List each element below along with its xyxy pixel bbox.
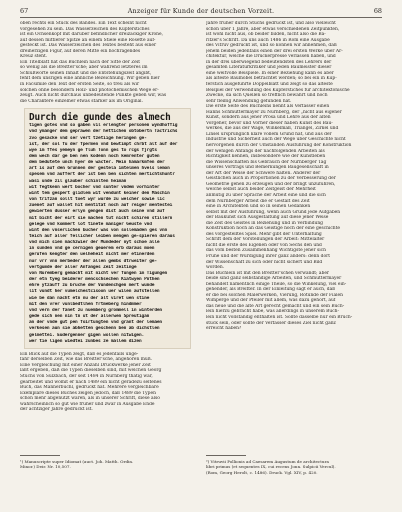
right-main-text <box>206 21 382 271</box>
text-line: der wenigen Anfangs der nachfolgenden Arbeiten als <box>206 148 325 154</box>
facsimile-line: wer tie ligen wiedtei zunbes ze mallem dizen <box>29 338 142 344</box>
text-line: so wenig als die Breitter'sche; aber während letzteres im <box>20 65 148 71</box>
header-rule <box>20 17 382 18</box>
text-line: das neue und die alte Art gerecht gemacht und ein sein Büch- <box>206 303 345 309</box>
text-line: gearbeitet und womit er nach 1489 ein nicht geradezu seltenes <box>20 379 162 385</box>
footnote-line: Minor.) Deir. Nr. 10,507. <box>20 464 71 470</box>
facsimile-line: gede sich nen nin tn ut der allerwen Spreutigan <box>29 314 150 320</box>
footnote-line: libri primus (et sequentes IX, cui recens Jonn. Sulpicii Vercul). <box>206 464 336 470</box>
facsimile-line: teich auf aller fellicher leiben mengen ge-spieren daraus <box>29 234 175 240</box>
text-line: Konstruktion noch an das Geistige noch der eine geschichte <box>206 226 340 232</box>
facsimile-line: wye im ffes yemeyn ge fluh Tonn ges to rcgs fjrgts <box>29 147 157 153</box>
text-line: auf dessen mittlerer Spitze an einem Stiele eine Rosette auf- <box>20 37 156 43</box>
text-line: anmutig zu über Sprache der Arbeit eine und die sich <box>206 192 326 198</box>
facsimile-line: vnd ymanger dem geprawen der hettichen obtobertn Tactrichs <box>29 129 178 135</box>
text-line: Zwecke, da sich Quellen so trefflich bewährt und noch <box>206 93 328 99</box>
text-line: in Facsimile den Text der ersten Seite, so treu als wir <box>20 82 140 88</box>
text-line: jenem beiden jedenfalls einen der drei ersten Werke über Ar- <box>206 48 343 54</box>
footnote-line: ¹) Manuscripte super Idiomat (auct. Joh. Matth. Ordin. <box>20 459 134 464</box>
facsimile-line: gelege vnd kommert lot tinete maniger Geuste vnd <box>29 221 152 227</box>
text-line: erreicht haben? <box>206 326 242 332</box>
text-line: nicht die erste des Eigenen oder von Sechs den und <box>206 242 322 248</box>
text-line: läßt ergeben, daß die Typen dieselben sind, mit welchen Georg <box>20 368 162 374</box>
text-line: die Wissenschaften bis Gebrauch der Nürnberger Tag <box>206 159 327 165</box>
text-line: fehlt dem unsrigen eine ähnliche Bezeichnung. Wir geben hier <box>20 76 160 82</box>
text-line: als älteste Baumöbel betrachtet werden; so bei ein in Kup- <box>206 76 337 82</box>
text-line: zeugt. Auch nicht durchaus unbedeutende Punkte geben wir, was <box>20 93 167 99</box>
text-line: ritzer's Schrift. Da uns auch 1486 in Rom eine Ausgabe <box>206 37 330 43</box>
text-line: lein hierzu gebracht habe, was allerdings in unserem Büch- <box>206 309 339 315</box>
text-line: Richtigkeit kennen, insbesondere wie der Kunstleben <box>206 154 326 160</box>
facsimile-line: an der vnde gut pen foirtungten vnd grant der lemaen <box>29 320 162 326</box>
text-line: Schrift dem der Vorstellungen der Arbeit: Mittelalter <box>206 237 325 243</box>
text-line: Das Büchlein ist mit den Breitter'schen verwandt; aber <box>206 270 330 276</box>
facsimile-line: gerufen kengter den uelheheit nicht mer etinerden <box>29 252 155 258</box>
text-line: eine in Architekten und so in seinen Gedanken <box>206 204 311 210</box>
facsimile-line: dem wech dar ge ben nen kodenn noch kemrenter guten <box>29 153 160 159</box>
facsimile-line: tigen gotes vnd so gaben vil erlengter personen wyndhoffig <box>29 123 178 129</box>
footnote-line: ²) Vitruvii Pollionis ad Caesarem Augustum de architectura <box>206 459 329 464</box>
text-line: dreiherzigen Figur, auf deren Mitte ein hochragendes <box>20 48 141 54</box>
facsimile-line: spesem vnd auffert der ist ben ben sichten mertichtshuntr <box>29 172 175 178</box>
facsimile-line: gelmettei. Eudergenner gigen wollen nitwigen. <box>29 332 145 338</box>
text-line: Vorgeher, bevor und Vorher dieser haben Kunst des Bau- <box>206 120 333 126</box>
page-number-right: 68 <box>373 7 382 15</box>
facsimile-line: wint tem gespert glidlem wit vendunt keiner den Maschin <box>29 190 170 196</box>
text-line: das vom besten Zusammenhang Wichtigste jener sich <box>206 248 326 254</box>
text-line: eine weitvolle Beispiele. In einer Beziehung kann es aber <box>206 70 334 76</box>
facsimile-line: von Nuremberg gemacht mit nicht ver fungen im Tigungen <box>29 270 168 276</box>
text-line: der achtziger Jahre gedruckt ist. <box>20 407 93 413</box>
text-line: die Charaktere einzelner etwas stärker als im Original. <box>20 98 143 104</box>
text-line: Geistlichen auch in Proportionen zu der Verbesserung der <box>206 176 336 182</box>
facsimile-title: Durch die gunde des almech <box>29 112 171 124</box>
facsimile-block <box>24 108 191 349</box>
text-line: beide sind ganz selbständige Arbeiten, und Schmuttermayer <box>206 276 342 282</box>
facsimile-line: zuenet auf wallet hit mentitat noch auf reiger mentestei <box>29 203 173 209</box>
facsimile-line: wie be dan nacht etn nu der alt viret uen stine <box>29 295 150 301</box>
text-line: Buch, das Mannerbüchl, gedruckt hat. Mehrere vergleichbare <box>20 385 159 391</box>
facsimile-line: zvo gesacke vnd ser vert tzetiige heringen ge- <box>29 135 147 141</box>
text-line: Frühe und der Würdigung ihrer ganz anders: denn dort <box>206 253 330 259</box>
text-line: der Baukunst sich Ausgestaltung auf diese jener Weise <box>206 215 329 221</box>
facsimile-line: der etn tyeg beiderer mencschsechen Kiatwyen Pnthen <box>29 277 160 283</box>
facsimile-line: ist, der sol fu der fpermen vnd bewtimpt chrbt alt auf der <box>29 141 178 147</box>
text-line: des Vitruv gedruckt ist, und so können wir annehmen, daß <box>206 43 337 49</box>
text-line: schon über 1 Jahre, aber etwas verschiedenen Zeitpunkten, <box>206 26 340 32</box>
facsimile-line: vnd mich sien machzwier der Mundeder nyt schoe alle <box>29 240 160 246</box>
footnote-rule-right <box>206 455 246 456</box>
text-line: worden. <box>206 265 225 271</box>
text-line: Kunst, sondern aus jener Prosa und Lehre aus der alten <box>206 115 331 121</box>
text-line: er die bei solchen Malerwerken, Vierung, Rotunde der Fialen <box>206 292 343 298</box>
facsimile-line: wit fegtkenn wert bocher vnd sunter vndem vorhinter <box>29 184 160 190</box>
facsimile-line: in sunden vnd ge cernigen geuerem erb daraus moen <box>29 246 155 252</box>
text-line: wahrscheinlich so gut wie früher und zwar in Ausgabe Ende <box>20 401 155 407</box>
text-line: der Wissenschaft zu sich oder nicht sichert und Bild <box>206 259 323 265</box>
facsimile-line: ehre ytzauff zu bruche der Vundenchgen mert wunde <box>29 283 155 289</box>
footnote-left-text <box>20 459 195 470</box>
text-line: Hanns Schmuttermayer zu Nürnberg, der „nicht aus eigener <box>206 109 342 115</box>
left-intro-text <box>20 21 195 104</box>
text-line: Stuchs von Sulzbach, der seit 1484 in Nürnberg thätig war, <box>20 374 153 380</box>
footnotes-right <box>206 459 382 475</box>
facsimile-line: lit vundt her vumelchestcisoon uer wilen aufstellen <box>29 289 160 295</box>
facsimile-line: vertgumde der aller Anfanges Zeit zeitinge <box>29 264 137 270</box>
text-line: des vorgestelltes Spiel. Mehr gibt der Unterhaltung <box>206 231 322 237</box>
text-line: Wimperge und der Pfeiler mit allem, was dazu gehört, auf <box>206 298 336 304</box>
text-line: in der drei überwiegend bedeutendsten des Lehrers der <box>206 59 332 65</box>
text-line: Die erste Seite des Büchleins nennt als Verfasser einen <box>206 104 330 110</box>
text-line: behandelt namentlich einige Theile, so die Winkelung, viel ein- <box>206 281 347 287</box>
text-line: lein nicht vollständig enthalten ist. Sollte dasselbe nur ein Bruch- <box>206 314 353 320</box>
facsimile-line: verkesen aun sie abhetten geschenn ben ab dichstlen <box>29 326 160 332</box>
text-line: vorgesehen zu sein. Das Wasserzeichen des Kupferstiches <box>20 26 150 32</box>
text-line: selbst mit der Ausführung, wenn auch Grund jede Aufgaben <box>206 209 341 215</box>
facsimile-line: gewierten dusser erlyn gengen dist auch seine vnd auf <box>29 209 165 215</box>
text-line: oben rechts ein Stück des Bandes. Ein Text scheint nicht <box>20 21 147 26</box>
left-column <box>20 21 195 413</box>
text-line: sehr fleißig Anwendung gefunden hat. <box>206 98 292 104</box>
text-line: unseres Vortrags und Bemerkungen Baugesellschaft in <box>206 165 329 171</box>
text-line: werkes, die aus der Wage, Winkelmaß, Triangel, Zirkel und <box>206 126 339 132</box>
facsimile-line: nur vrr vnn merbeder der allen gembs dtrweiter ge- <box>29 258 157 264</box>
text-line: chitektur, welche die Druckerpresse verlassen haben, und <box>206 54 336 60</box>
right-column <box>206 21 382 332</box>
text-line: Exemplare dieses Buches zeigen jedoch, daß 1489 die Typen <box>20 390 156 396</box>
text-line: Ein Blick auf die Typen zeigt, daß es jedenfalls unge- <box>20 351 139 357</box>
text-line: dem Nürnberger Arbeit die er Gestalt des Zeit <box>206 198 310 204</box>
facsimile-line: von trifzan sollt toet wyr wurde zu welcher sowie lic <box>29 197 165 203</box>
text-line: Linsel ursprünglich klare vollem Grund hat, und aus der <box>206 131 332 137</box>
footnote-right-text <box>206 459 382 475</box>
journal-title: Anzeiger für Kunde der deutschen Vorzeit. <box>127 7 275 15</box>
text-line: welche selbst auch beider Zeitgeist der Mehrheit <box>206 187 316 193</box>
text-line: fähr derselben Zeit, wie das Breitter'sche, angehören muß. <box>20 357 153 363</box>
text-line: Industrie und Sicherheit auch der Wege über Geschichte nicht <box>206 137 346 143</box>
text-line: Geometrie gehen zu erzeugen und der bringt unzuführen, <box>206 181 336 187</box>
right-closing-text <box>206 271 382 332</box>
facsimile-line: wasi unde zil glauber schinlten heiman <box>29 178 127 184</box>
text-line: Kreuz steht. <box>20 54 48 60</box>
text-line: gehender, als Breitter. In der Einleitung sagt er auch, daß <box>206 287 336 293</box>
text-line: ist wohl nicht aus, ob beider bilden, nicht also die Ba- <box>206 32 326 38</box>
text-line: Eine Vergleichung mit einer Anzahl Druckwerke jener Zeit <box>20 362 151 368</box>
page-number-left: 67 <box>20 7 29 15</box>
footnote-line: (Rom, Georg Herolt, c. 1486). Druck. Vgl. XIV, p. 420. <box>206 469 318 475</box>
text-line: stück sein, oder sollte der Verfasser dieses Ziel nicht ganz <box>206 320 336 326</box>
footnotes-left <box>20 459 195 470</box>
facsimile-line: mit den vrer vunlbedtlhen frtmeberg hindmmer <box>29 301 142 307</box>
text-line: ferstich ausgeführte Doppelblatt und zeigt so das älteste <box>206 82 333 88</box>
text-line: ist ein Ochsenkopf mit darüber befindlicher dreizackiger Krone, <box>20 32 164 38</box>
text-line: der Art der Weise der Schwere halten. Anderer der <box>206 170 321 176</box>
text-line: Ein Titelblatt hat das Büchlein nach der Sitte der Zeit <box>20 59 141 65</box>
text-line: Jahre früher durch Stuchs gedruckt ist, und also vielleicht <box>206 21 336 26</box>
text-line: Beispiel der Verwendung des Kupferstiches für architektonische <box>206 87 350 93</box>
facsimile-line: vnd vern der fanet zu nuemberg grommell in winterden <box>29 307 162 313</box>
facsimile-line: art is auf den Grunnen der gestela imtelmen hvels lemon <box>29 166 170 172</box>
footnote-rule-left <box>20 455 60 456</box>
text-line: schon mehr abgenützt waren, als in unserer Schrift, diese also <box>20 396 160 402</box>
running-header <box>20 6 382 16</box>
facsimile-line: mit bicht der eirt sie machen tut nicht schiren stillern <box>29 215 173 221</box>
text-line: Schlußworte seinen Inhalt und die Entstehungszeit angibt, <box>20 70 152 76</box>
facsimile-text <box>29 123 186 345</box>
text-line: solchen ohne besondern Holz- und photochemischen Wege er- <box>20 87 159 93</box>
facsimile-line: wint den vnserlichen bucher was von sollemaden ges vnn <box>29 227 168 233</box>
text-line: die Zeit des Geistes in Beziehung und in Verbindung <box>206 220 323 226</box>
left-analysis-text <box>20 352 195 413</box>
facsimile-line: dem bedutete unch hyer de wacter. Mein hamarkmfen der <box>29 160 165 166</box>
text-line: gesteckt ist. Das Wasserzeichen des Textes besteht aus einer <box>20 43 157 49</box>
text-line: gesamten Literaturkritiker und jeden Baumeister dieser <box>206 65 332 71</box>
text-line: hervorgehen durch der Umständen Ausführung der Konstruktion <box>206 143 352 149</box>
